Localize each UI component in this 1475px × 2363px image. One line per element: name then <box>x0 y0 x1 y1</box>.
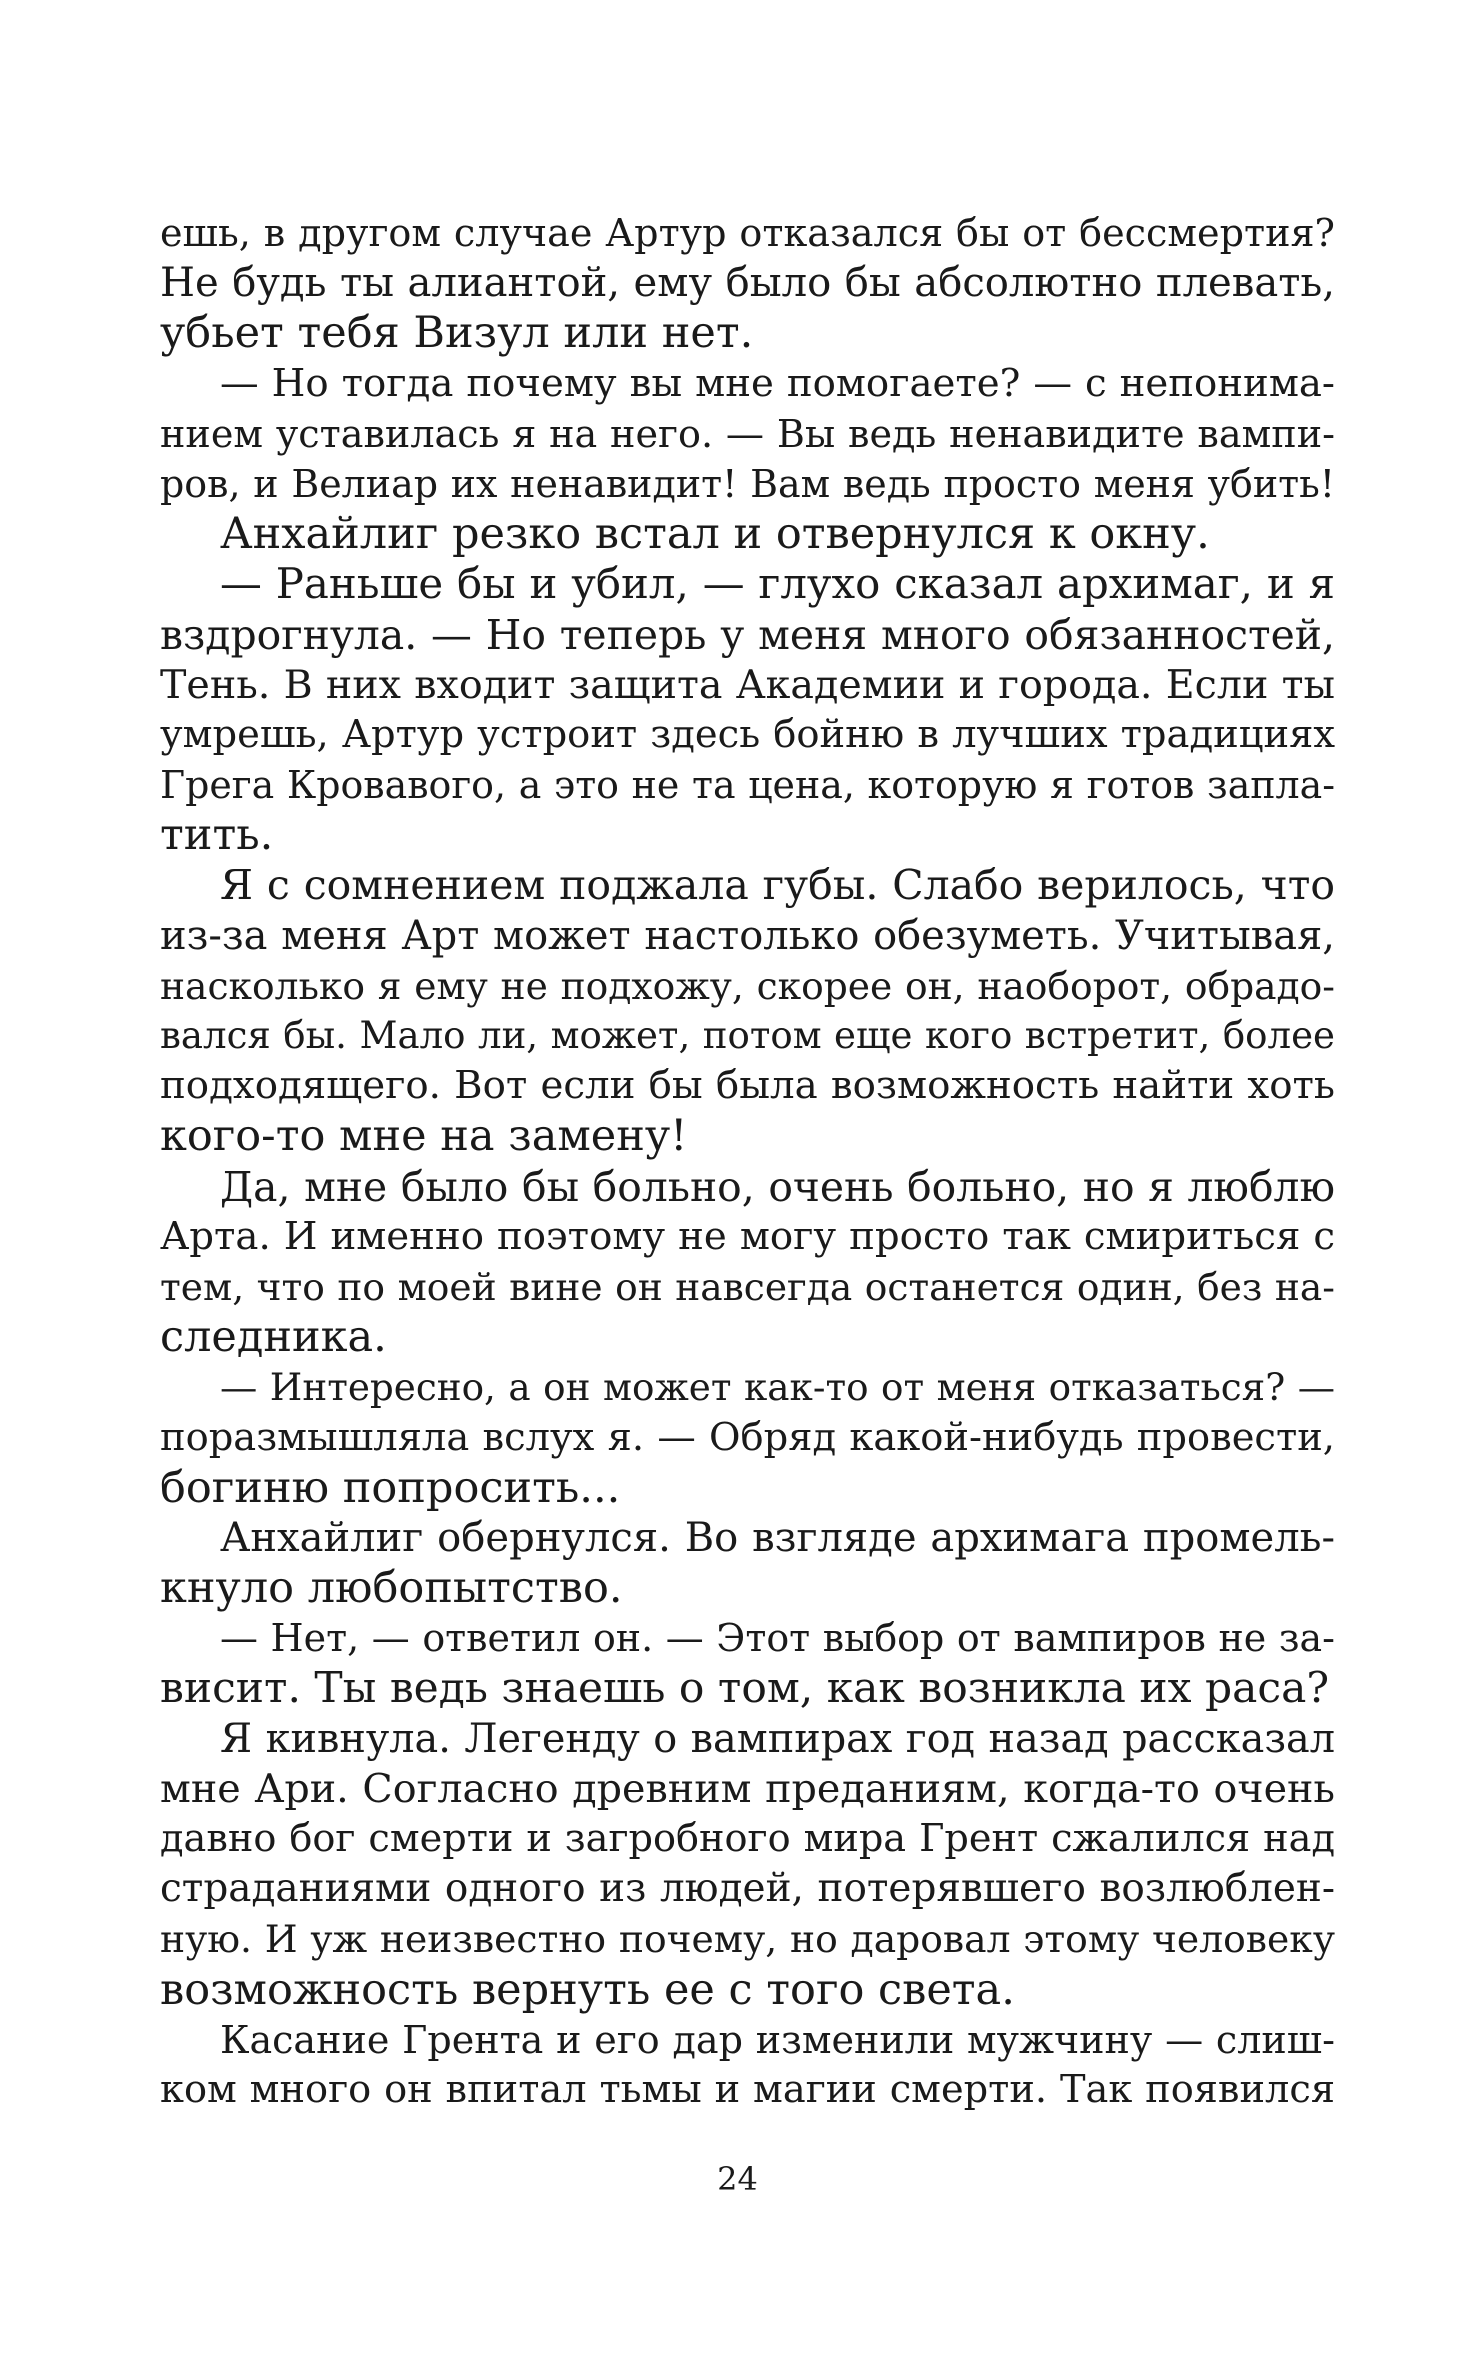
page-number: 24 <box>717 2160 758 2198</box>
text-line: ную. И уж неизвестно почему, но даровал этому человеку <box>160 1917 1335 1962</box>
text-line: — Нет, — ответил он. — Этот выбор от вампиров не за- <box>220 1616 1335 1661</box>
text-line: вздрогнула. — Но теперь у меня много обязанностей, <box>160 610 1335 659</box>
text-line: — Но тогда почему вы мне помогаете? — с непонима- <box>220 360 1335 406</box>
text-line: — Интересно, а он может как-то от меня отказаться? — <box>220 1365 1335 1410</box>
text-line: Я с сомнением поджала губы. Слабо верилось, что <box>220 861 1335 910</box>
text-line: насколько я ему не подхожу, скорее он, наоборот, обрадо- <box>160 963 1335 1008</box>
text-line: — Раньше бы и убил, — глухо сказал архимаг, и я <box>220 559 1335 609</box>
text-line: Арта. И именно поэтому не могу просто так смириться с <box>160 1213 1335 1259</box>
text-line: Тень. В них входит защита Академии и города. Если ты <box>160 661 1335 708</box>
text-line: Касание Грента и его дар изменили мужчину — слиш- <box>220 2017 1335 2062</box>
text-line: вался бы. Мало ли, может, потом еще кого встретит, более <box>160 1014 1335 1057</box>
text-line: ров, и Велиар их ненавидит! Вам ведь просто меня убить! <box>160 461 1335 506</box>
text-line: тем, что по моей вине он навсегда останется один, без на- <box>160 1264 1335 1309</box>
text-line: из-за меня Арт может настолько обезуметь. Учитывая, <box>160 912 1335 959</box>
text-line: поразмышляла вслух я. — Обряд какой-нибудь провести, <box>160 1414 1335 1460</box>
text-line: ком много он впитал тьмы и магии смерти. Так появился <box>160 2066 1335 2112</box>
text-line: страданиями одного из людей, потерявшего возлюблен- <box>160 1866 1335 1912</box>
text-line: нием уставилась я на него. — Вы ведь ненавидите вампи- <box>160 411 1335 456</box>
text-line: умрешь, Артур устроит здесь бойню в лучших традициях <box>160 711 1335 757</box>
text-line: мне Ари. Согласно древним преданиям, когда-то очень <box>160 1765 1335 1812</box>
body-text <box>160 208 1335 2115</box>
text-line: подходящего. Вот если бы была возможность найти хоть <box>160 1063 1335 1109</box>
text-line: ешь, в другом случае Артур отказался бы от бессмертия? <box>160 211 1335 255</box>
text-line: Грега Кровавого, а это не та цена, которую я готов запла- <box>160 763 1335 808</box>
text-line: Я кивнула. Легенду о вампирах год назад рассказал <box>220 1715 1335 1762</box>
text-line: Не будь ты алиантой, ему было бы абсолютно плевать, <box>160 260 1335 307</box>
text-line: Анхайлиг обернулся. Во взгляде архимага промель- <box>220 1514 1335 1561</box>
text-line: тить. <box>160 810 274 861</box>
text-line: убьет тебя Визул или нет. <box>160 308 754 359</box>
text-line: Анхайлиг резко встал и отвернулся к окну. <box>220 509 1210 560</box>
text-line: кнуло любопытство. <box>160 1563 623 1614</box>
text-line: висит. Ты ведь знаешь о том, как возникла их раса? <box>160 1663 1330 1713</box>
text-line: богиню попросить... <box>160 1462 621 1513</box>
text-line: Да, мне было бы больно, очень больно, но я люблю <box>220 1162 1335 1211</box>
text-line: следника. <box>160 1312 387 1363</box>
text-line: кого-то мне на замену! <box>160 1111 688 1162</box>
text-line: давно бог смерти и загробного мира Грент сжалился над <box>160 1816 1335 1861</box>
text-line: возможность вернуть ее с того света. <box>160 1964 1015 2015</box>
